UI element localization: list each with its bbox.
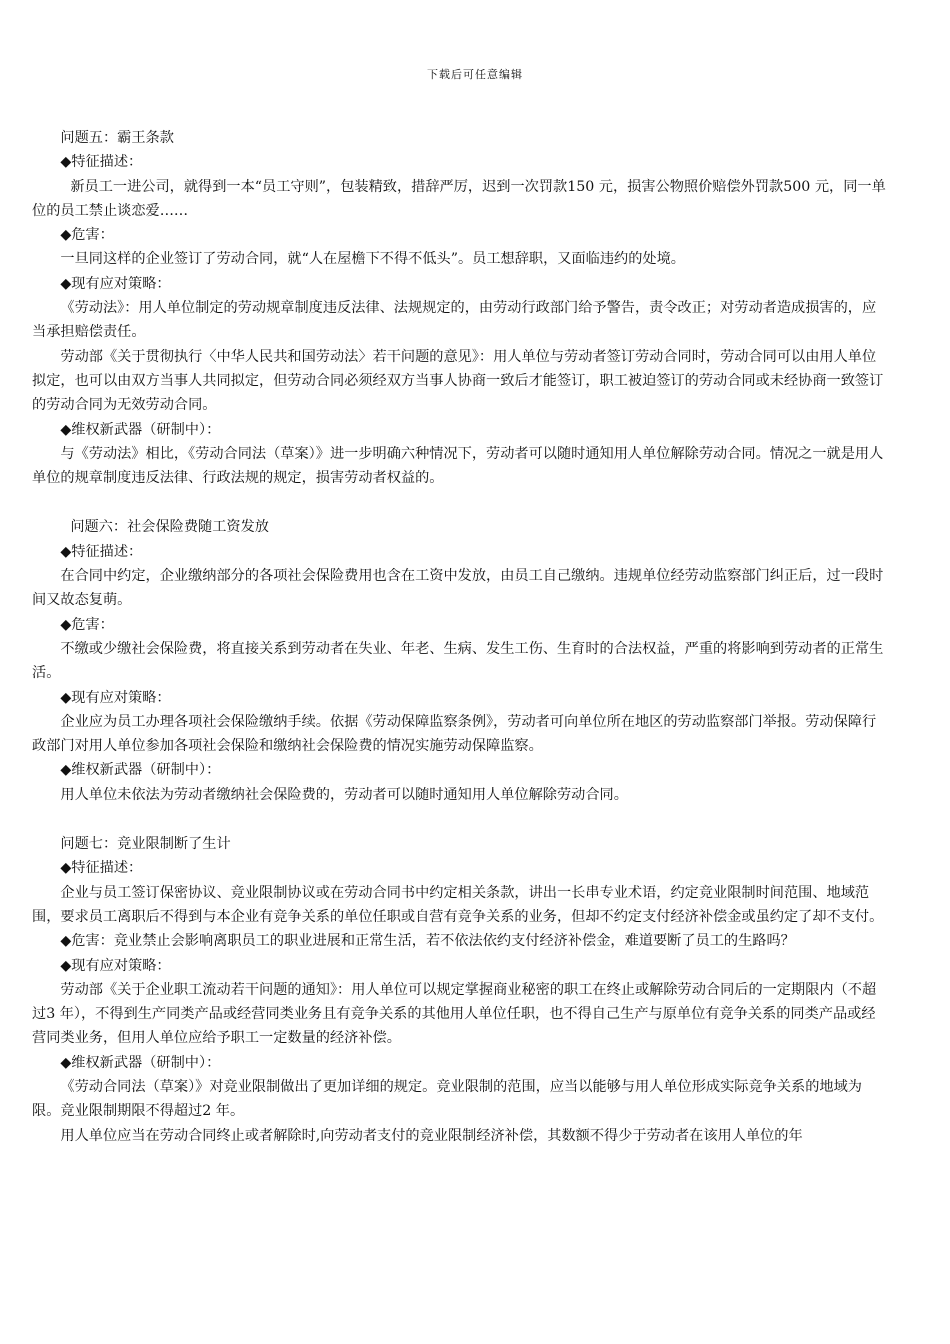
feature-text: 企业与员工签订保密协议、竞业限制协议或在劳动合同书中约定相关条款，讲出一长串专业术语，约定竞业限制时间范围、地域范围，要求员工离职后不得到与本企业有竞争关系的单位任职或自营有竞争关系的业务，但却不约定支付经济补偿金或虽约定了却不支付。 <box>32 884 884 925</box>
weapon-paragraph: 用人单位未依法为劳动者缴纳社会保险费的，劳动者可以随时通知用人单位解除劳动合同。 <box>60 786 628 803</box>
strategy-paragraph: 《劳动法》：用人单位制定的劳动规章制度违反法律、法规规定的，由劳动行政部门给予警告，责令改正；对劳动者造成损害的，应当承担赔偿责任。 <box>32 300 877 341</box>
harm-text: 一旦同这样的企业签订了劳动合同，就“人在屋檐下不得不低头”。员工想辞职，又面临违约的处境。 <box>60 251 685 268</box>
weapon-paragraph: 与《劳动法》相比，《劳动合同法（草案）》进一步明确六种情况下，劳动者可以随时通知用人单位解除劳动合同。情况之一就是用人单位的规章制度违反法律、行政法规的规定，损害劳动者权益的。 <box>32 445 884 487</box>
weapon-label: ◆维权新武器（研制中）： <box>60 762 221 779</box>
harm-label: ◆危害： <box>60 616 114 633</box>
strategy-label: ◆现有应对策略： <box>60 957 171 974</box>
feature-label: ◆特征描述： <box>60 860 143 877</box>
strategy-label: ◆现有应对策略： <box>60 689 171 706</box>
harm-text: 不缴或少缴社会保险费，将直接关系到劳动者在失业、年老、生病、发生工伤、生育时的合法权益，严重的将影响到劳动者的正常生活。 <box>32 640 884 682</box>
weapon-paragraph: 《劳动合同法（草案）》对竞业限制做出了更加详细的规定。竞业限制的范围，应当以能够与用人单位形成实际竞争关系的地域为限。竞业限制期限不得超过2 年。 <box>32 1078 862 1120</box>
page-header: 下载后可任意编辑 <box>427 68 523 81</box>
strategy-label: ◆现有应对策略： <box>60 275 171 292</box>
section-title: 问题六：社会保险费随工资发放 <box>70 519 269 536</box>
feature-text: 新员工一进公司，就得到一本“员工守则”，包装精致，措辞严厉，迟到一次罚款150 元，损害公物照价赔偿外罚款500 元，同一单位的员工禁止谈恋爱…… <box>32 178 886 219</box>
harm-line: ◆危害：竞业禁止会影响离职员工的职业进展和正常生活，若不依法依约支付经济补偿金，难道要断了员工的生路吗？ <box>60 933 795 950</box>
weapon-label: ◆维权新武器（研制中）： <box>60 1054 221 1071</box>
strategy-paragraph: 劳动部《关于企业职工流动若干问题的通知》：用人单位可以规定掌握商业秘密的职工在终止或解除劳动合同后的一定期限内（不超过3 年），不得到生产同类产品或经营同类业务且有竞争关系的其他用人单位任职，也不得自己生产与原单位有竞争关系的同类产品或经营同类业务，但用人单位应给予职工一定数量的经济补偿。 <box>32 981 877 1047</box>
weapon-label: ◆维权新武器（研制中）： <box>60 421 221 438</box>
weapon-paragraph: 用人单位应当在劳动合同终止或者解除时,向劳动者支付的竞业限制经济补偿，其数额不得少于劳动者在该用人单位的年 <box>60 1127 803 1144</box>
section-title: 问题五：霸王条款 <box>60 130 174 146</box>
document-body <box>32 126 888 1148</box>
feature-text: 在合同中约定，企业缴纳部分的各项社会保险费用也含在工资中发放，由员工自己缴纳。违规单位经劳动监察部门纠正后，过一段时间又故态复萌。 <box>32 568 884 609</box>
section-gap <box>32 807 888 832</box>
section-title: 问题七：竞业限制断了生计 <box>60 836 231 853</box>
feature-label: ◆特征描述： <box>60 543 143 560</box>
strategy-paragraph: 劳动部《关于贯彻执行〈中华人民共和国劳动法〉若干问题的意见》：用人单位与劳动者签订劳动合同时，劳动合同可以由用人单位拟定，也可以由双方当事人共同拟定，但劳动合同必须经双方当事人协商一致后才能签订，职工被迫签订的劳动合同或未经协商一致签订的劳动合同为无效劳动合同。 <box>32 348 884 414</box>
section-gap <box>32 490 888 515</box>
harm-label: ◆危害： <box>60 227 114 244</box>
feature-label: ◆特征描述： <box>60 154 143 171</box>
strategy-paragraph: 企业应为员工办理各项社会保险缴纳手续。依据《劳动保障监察条例》，劳动者可向单位所在地区的劳动监察部门举报。劳动保障行政部门对用人单位参加各项社会保险和缴纳社会保险费的情况实施劳动保障监察。 <box>32 713 877 755</box>
